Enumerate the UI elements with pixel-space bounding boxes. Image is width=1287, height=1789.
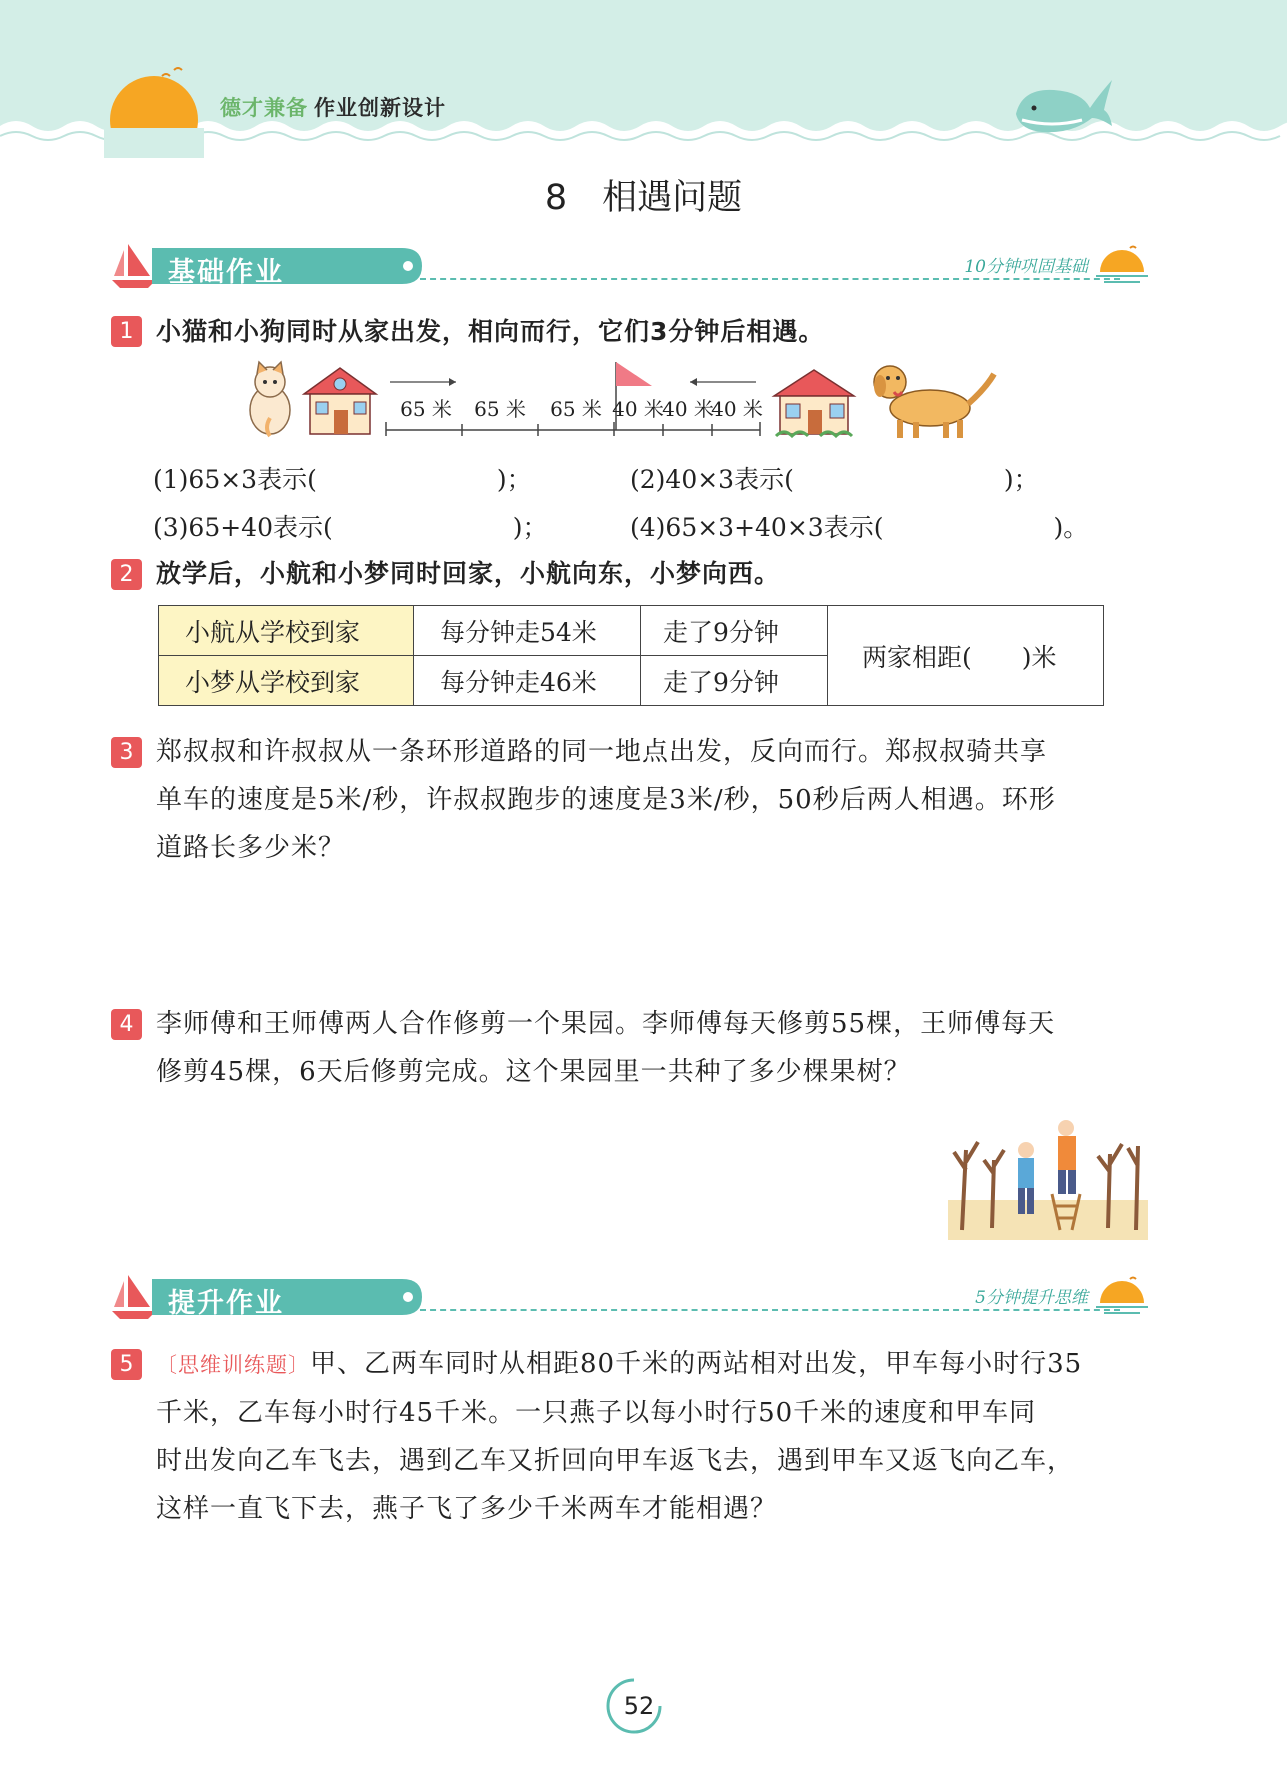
table-cell: 走了9分钟 bbox=[641, 606, 828, 656]
q1-sub3-text: (3)65+40表示( bbox=[153, 513, 333, 542]
section-basic-hint: 10分钟巩固基础 bbox=[964, 257, 1088, 277]
question-number: 5 bbox=[111, 1349, 142, 1380]
question-number: 3 bbox=[111, 737, 142, 768]
q1-sub4-text: (4)65×3+40×3表示( bbox=[630, 513, 884, 542]
dog-icon bbox=[874, 366, 994, 438]
distance-label: 65 米 bbox=[400, 397, 452, 421]
dashed-divider bbox=[420, 1309, 1120, 1311]
q1-sub2-end: )； bbox=[1003, 465, 1039, 494]
q5-text bbox=[156, 1340, 1082, 1533]
info-table bbox=[158, 605, 1104, 706]
section-advanced bbox=[110, 1273, 1150, 1321]
q5-first-line: 甲、乙两车同时从相距80千米的两站相对出发，甲车每小时行35 bbox=[310, 1349, 1083, 1379]
sun-icon bbox=[104, 58, 204, 158]
brand-dark: 作业创新设计 bbox=[314, 96, 446, 120]
q3-line: 道路长多少米？ bbox=[156, 833, 346, 863]
table-cell: 每分钟走46米 bbox=[414, 656, 641, 706]
q1-sub1-text: (1)65×3表示( bbox=[153, 465, 317, 494]
table-cell: 每分钟走54米 bbox=[414, 606, 641, 656]
q2-text: 放学后，小航和小梦同时回家，小航向东，小梦向西。 bbox=[156, 559, 781, 588]
q1-sub2-text: (2)40×3表示( bbox=[630, 465, 794, 494]
table-cell: 小梦从学校到家 bbox=[159, 656, 414, 706]
q1-sub1-end: )； bbox=[496, 465, 532, 494]
q5-line: 千米，乙车每小时行45千米。一只燕子以每小时行50千米的速度和甲车同 bbox=[156, 1398, 1037, 1428]
q3-line: 郑叔叔和许叔叔从一条环形道路的同一地点出发，反向而行。郑叔叔骑共享 bbox=[156, 737, 1048, 767]
q4-line: 修剪45棵，6天后修剪完成。这个果园里一共种了多少棵果树？ bbox=[156, 1057, 911, 1087]
page-number: 52 bbox=[623, 1692, 655, 1720]
q3-text bbox=[156, 728, 1056, 872]
q1-text: 小猫和小狗同时从家出发，相向而行，它们3分钟后相遇。 bbox=[156, 317, 825, 346]
brand-green: 德才兼备 bbox=[220, 96, 308, 120]
q1-sub3 bbox=[153, 508, 548, 544]
section-basic bbox=[110, 242, 1150, 290]
table-result-cell[interactable]: 两家相距( )米 bbox=[828, 606, 1104, 706]
distance-label: 65 米 bbox=[550, 397, 602, 421]
whale-icon bbox=[1012, 74, 1116, 136]
table-cell: 小航从学校到家 bbox=[159, 606, 414, 656]
distance-label: 40 米 bbox=[612, 397, 664, 421]
q4-text bbox=[156, 1000, 1055, 1096]
brand bbox=[220, 92, 446, 122]
table-cell: 走了9分钟 bbox=[641, 656, 828, 706]
q5-line-first bbox=[156, 1340, 1082, 1389]
distance-label: 65 米 bbox=[474, 397, 526, 421]
q5-line: 这样一直飞下去，燕子飞了多少千米两车才能相遇？ bbox=[156, 1494, 778, 1524]
cat-icon bbox=[250, 362, 290, 436]
q1-sub3-end: )； bbox=[512, 513, 548, 542]
q1-sub2 bbox=[630, 460, 1039, 496]
section-advanced-label: 提升作业 bbox=[168, 1288, 284, 1319]
house-icon bbox=[774, 370, 854, 436]
distance-label: 40 米 bbox=[662, 397, 714, 421]
section-basic-label: 基础作业 bbox=[168, 257, 284, 288]
question-number: 4 bbox=[111, 1009, 142, 1040]
q3-line: 单车的速度是5米/秒，许叔叔跑步的速度是3米/秒，50秒后两人相遇。环形 bbox=[156, 785, 1056, 815]
q4-line: 李师傅和王师傅两人合作修剪一个果园。李师傅每天修剪55棵，王师傅每天 bbox=[156, 1009, 1056, 1039]
table-row bbox=[159, 606, 1104, 656]
question-number: 2 bbox=[111, 559, 142, 590]
q1-sub4 bbox=[630, 508, 1088, 544]
page-title: 8 相遇问题 bbox=[544, 178, 743, 218]
sun-icon bbox=[1094, 242, 1150, 288]
sun-icon bbox=[1094, 1273, 1150, 1319]
house-icon bbox=[304, 368, 376, 434]
meeting-diagram bbox=[240, 360, 1020, 440]
q1-sub4-end: )。 bbox=[1053, 513, 1089, 542]
q1-sub1 bbox=[153, 460, 532, 496]
orchard-illustration bbox=[948, 1110, 1148, 1240]
question-number: 1 bbox=[111, 316, 142, 347]
dashed-divider bbox=[420, 278, 1120, 280]
section-advanced-hint: 5分钟提升思维 bbox=[975, 1288, 1088, 1308]
q5-line: 时出发向乙车飞去，遇到乙车又折回向甲车返飞去，遇到甲车又返飞向乙车， bbox=[156, 1446, 1075, 1476]
distance-label: 40 米 bbox=[711, 397, 763, 421]
q5-tag: 〔思维训练题〕 bbox=[156, 1353, 310, 1377]
